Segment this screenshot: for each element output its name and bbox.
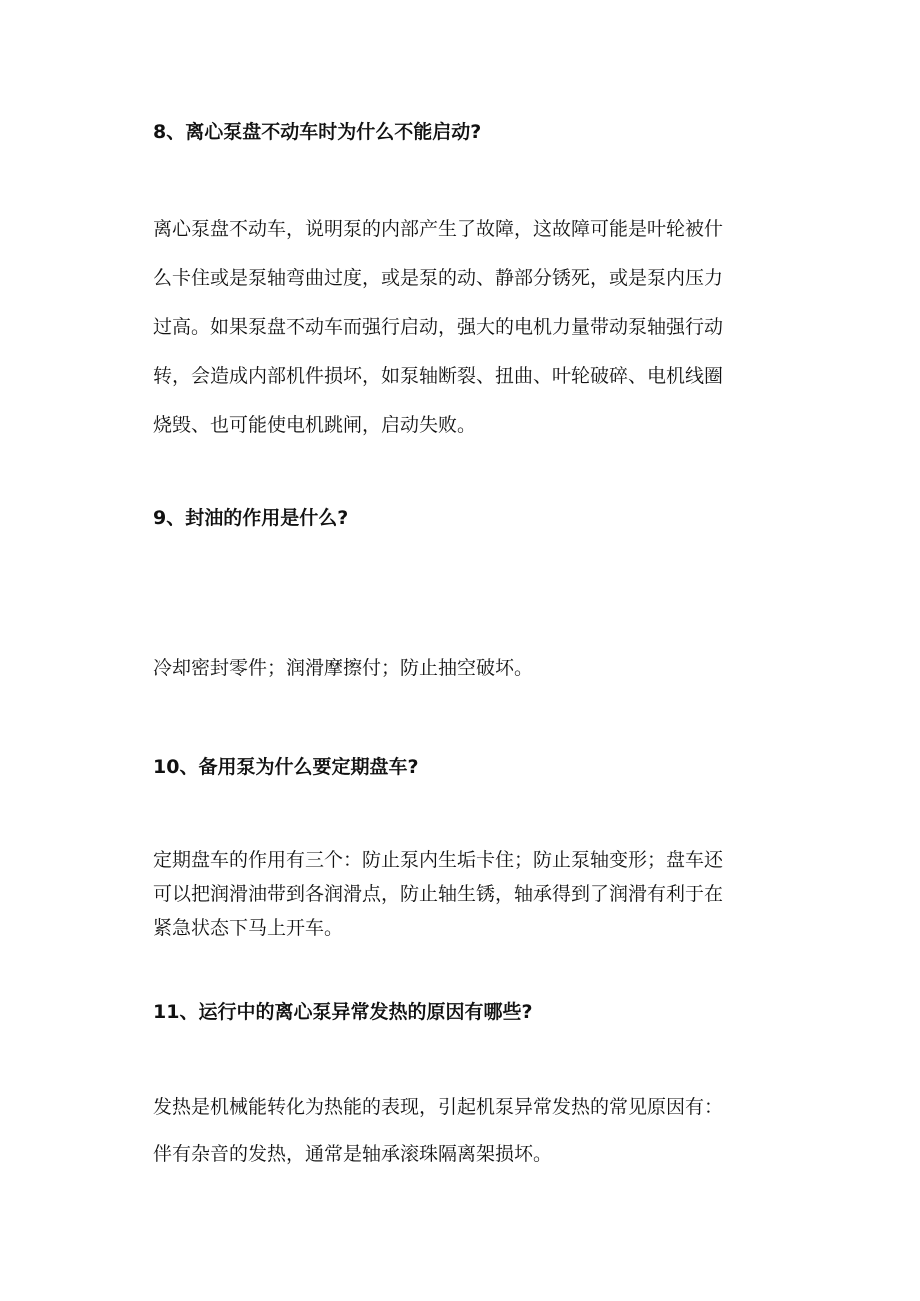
answer-9-paragraph	[153, 656, 765, 705]
answer-8-line-2: 么卡住或是泵轴弯曲过度，或是泵的动、静部分锈死，或是泵内压力	[153, 267, 724, 289]
answer-10-line-1: 定期盘车的作用有三个：防止泵内生垢卡住；防止泵轴变形；盘车还	[153, 849, 724, 871]
answer-11-line-2: 伴有杂音的发热，通常是轴承滚珠隔离架损坏。	[153, 1143, 553, 1165]
answer-10-line-3: 紧急状态下马上开车。	[153, 917, 344, 939]
question-11-heading: 11、运行中的离心泵异常发热的原因有哪些?	[153, 1001, 533, 1023]
answer-8-line-3: 过高。如果泵盘不动车而强行启动，强大的电机力量带动泵轴强行动	[153, 316, 724, 338]
answer-8-paragraph	[153, 217, 765, 462]
answer-11-line-1: 发热是机械能转化为热能的表现，引起机泵异常发热的常见原因有：	[153, 1096, 724, 1118]
answer-8-line-5: 烧毁、也可能使电机跳闸，启动失败。	[153, 414, 477, 436]
answer-9-line-1: 冷却密封零件；润滑摩擦付；防止抽空破坏。	[153, 657, 534, 679]
answer-10-paragraph	[153, 848, 765, 950]
answer-10-line-2: 可以把润滑油带到各润滑点，防止轴生锈，轴承得到了润滑有利于在	[153, 883, 724, 905]
answer-8-line-4: 转，会造成内部机件损坏，如泵轴断裂、扭曲、叶轮破碎、电机线圈	[153, 365, 724, 387]
answer-8-line-1: 离心泵盘不动车，说明泵的内部产生了故障，这故障可能是叶轮被什	[153, 218, 724, 240]
question-10-heading: 10、备用泵为什么要定期盘车?	[153, 756, 419, 778]
question-8-heading: 8、离心泵盘不动车时为什么不能启动?	[153, 121, 482, 143]
question-9-heading: 9、封油的作用是什么?	[153, 507, 349, 529]
